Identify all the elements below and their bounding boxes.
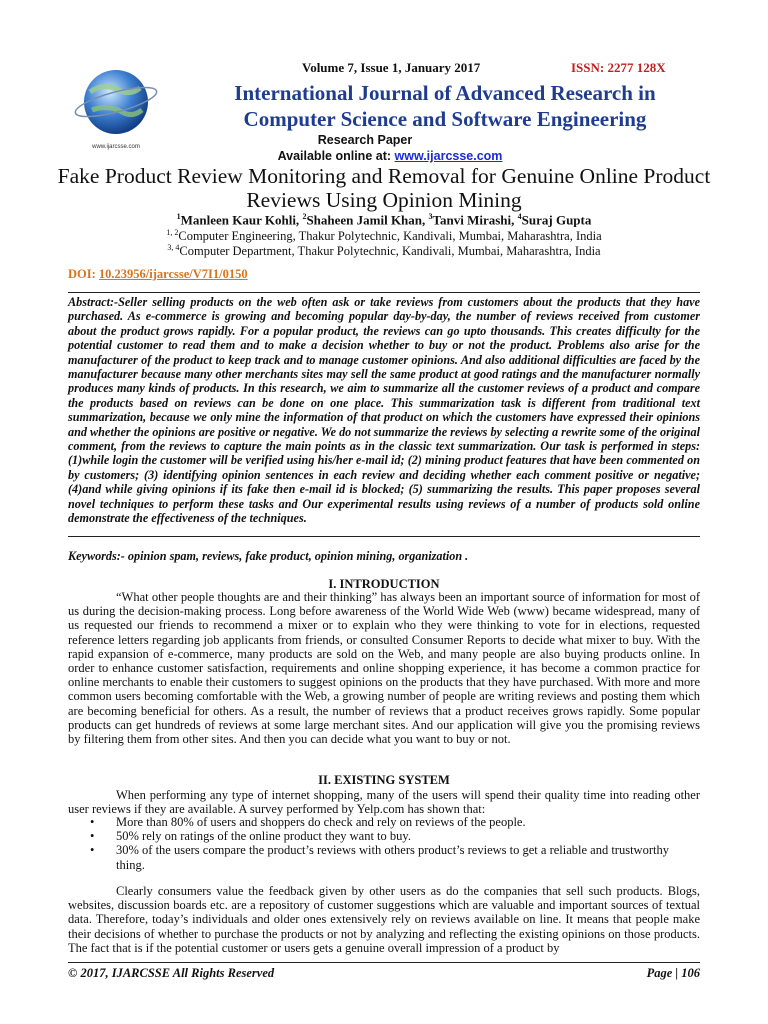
available-online: [170, 149, 610, 163]
affiliation-text: Computer Department, Thakur Polytechnic, Kandivali, Mumbai, Maharashtra, India: [179, 244, 601, 259]
list-item-text: 50% rely on ratings of the online product they want to buy.: [116, 829, 411, 844]
divider: [68, 292, 700, 293]
logo-text: www.ijarcsse.com: [92, 144, 140, 150]
author-name: Tanvi Mirashi,: [432, 212, 518, 228]
available-prefix: Available online at:: [277, 149, 395, 163]
page-number: Page | 106: [646, 966, 700, 980]
keywords: Keywords:- opinion spam, reviews, fake product, opinion mining, organization .: [68, 549, 469, 563]
bullet-icon: •: [90, 829, 95, 844]
doi-link[interactable]: 10.23956/ijarcsse/V7I1/0150: [98, 267, 248, 281]
volume-info: Volume 7, Issue 1, January 2017: [302, 60, 481, 75]
affiliation: [40, 243, 728, 259]
paper-type: Research Paper: [317, 133, 413, 147]
footer-copyright: © 2017, IJARCSSE All Rights Reserved: [68, 966, 275, 980]
introduction-text: “What other people thoughts are and their thinking” has always been an important source of information for most of us during the decision-making process. Long before awareness of the World Wide Web (www) became widespread, many of us requested our friends to recommend a mixer or to explain who they were thinking to vote for in elections, requested reference letters regarding job applicants from friends, or consulted Consumer Reports to decide what mixer to buy. With the rapid expansion of e-commerce, many products are sold on the Web, and many people are also buying products online. In order to enhance customer satisfaction, requirements and online shopping experience, it has become a common practice for online merchants to enable their customers to suggest opinions on the products that they have purchased. With more and more common users becoming comfortable with the Web, a growing number of people are writing reviews and posting them which are becoming beneficial for others. As a result, the number of reviews that a product receives grows rapidly. Some popular products can get hundreds of reviews at some large merchant sites. And our application will give you the promising reviews by filtering them from other sites. And then you can decide what you want to buy or not.: [68, 590, 700, 747]
author-name: Manleen Kaur Kohli,: [180, 212, 303, 228]
author-sup: 4: [517, 212, 522, 221]
doi-label: DOI:: [68, 267, 99, 281]
journal-website-link[interactable]: www.ijarcsse.com: [394, 149, 503, 163]
affiliation: [40, 228, 728, 244]
bullet-icon: •: [90, 815, 95, 829]
affiliation-sup: 1, 2: [166, 228, 179, 237]
author-name: Suraj Gupta: [521, 212, 592, 228]
bullet-icon: •: [90, 843, 95, 858]
author-list: [40, 212, 728, 228]
list-item: [68, 829, 700, 843]
list-item-text: 30% of the users compare the product’s reviews with others product’s reviews to get a reliable and trustworthy thing.: [116, 843, 669, 872]
doi: [68, 267, 248, 282]
issn: ISSN: 2277 128X: [571, 60, 666, 75]
journal-title-line2: Computer Science and Software Engineering: [243, 107, 647, 131]
divider: [68, 536, 700, 537]
list-item: [68, 815, 700, 829]
existing-system-text: When performing any type of internet shopping, many of the users will spend their quality time into reading other user reviews if they are available. A survey performed by Yelp.com has shown that:: [68, 788, 700, 817]
author-name: Shaheen Jamil Khan,: [306, 212, 429, 228]
author-sup: 1: [176, 212, 181, 221]
author-sup: 2: [302, 212, 307, 221]
author-sup: 3: [428, 212, 433, 221]
journal-title-line1: International Journal of Advanced Research in: [234, 81, 656, 105]
paper-title: Fake Product Review Monitoring and Removal for Genuine Online Product Reviews Using Opinion Mining: [57, 164, 711, 212]
affiliation-sup: 3, 4: [167, 243, 180, 252]
abstract: Abstract:-Seller selling products on the web often ask or take reviews from customers about the products that they have purchased. As e-commerce is growing and becoming popular day-by-day, the number of reviews received from customer about the product grows rapidly. For a popular product, the reviews can go upto thousands. This creates difficulty for the potential customer to read them and to make a decision whether to buy or not the product. Problems also arise for the manufacturer of the product to keep track and to manage customer opinions. And also additional difficulties are faced by the manufacturer because many other merchants sites may sell the same product at good ratings and the manufacturer normally produces many kinds of products. In this research, we aim to summarize all the customer reviews of a product and compare the products based on reviews can be done on one place. This summarization task is different from traditional text summarization, because we only mine the information of that product on which the customers have expressed their opinions and whether the opinions are positive or negative. We do not summarize the reviews by selecting a rewrite some of the original comment, from the reviews to capture the main points as in the classic text summarization. Our task is performed in steps: (1)while login the customer will be verified using his/her e-mail id; (2) mining product features that have been commented on by customers; (3) identifying opinion sentences in each review and deciding whether each comment positive or negative; (4)and while giving opinions if its fake then e-mail id is blocked; (5) summarizing the results. This paper proposes several novel techniques to perform these tasks and Our experimental results using reviews of a number of products sold online demonstrate the effectiveness of the techniques.: [68, 295, 700, 526]
journal-logo: [70, 62, 162, 154]
section-heading-existing-system: II. EXISTING SYSTEM: [318, 773, 450, 787]
list-item: [68, 843, 700, 871]
journal-title: [170, 80, 720, 132]
footer-divider: [68, 962, 700, 963]
bullet-list: [68, 815, 700, 872]
list-item-text: More than 80% of users and shoppers do check and rely on reviews of the people.: [116, 815, 526, 829]
existing-system-paragraph: Clearly consumers value the feedback given by other users as do the companies that sell such products. Blogs, websites, discussion boards etc. are a repository of customer suggestions which are valuable and important sources of textual data. Therefore, today’s individuals and older ones extensively rely on reviews available on line. It means that people make their decisions of whether to purchase the products or not by analyzing and reflecting the existing opinions on those products. The fact that is if the potential customer or users gets a genuine overall impression of a product by: [68, 884, 700, 955]
affiliation-text: Computer Engineering, Thakur Polytechnic, Kandivali, Mumbai, Maharashtra, India: [178, 229, 602, 244]
section-heading-introduction: I. INTRODUCTION: [328, 577, 440, 591]
